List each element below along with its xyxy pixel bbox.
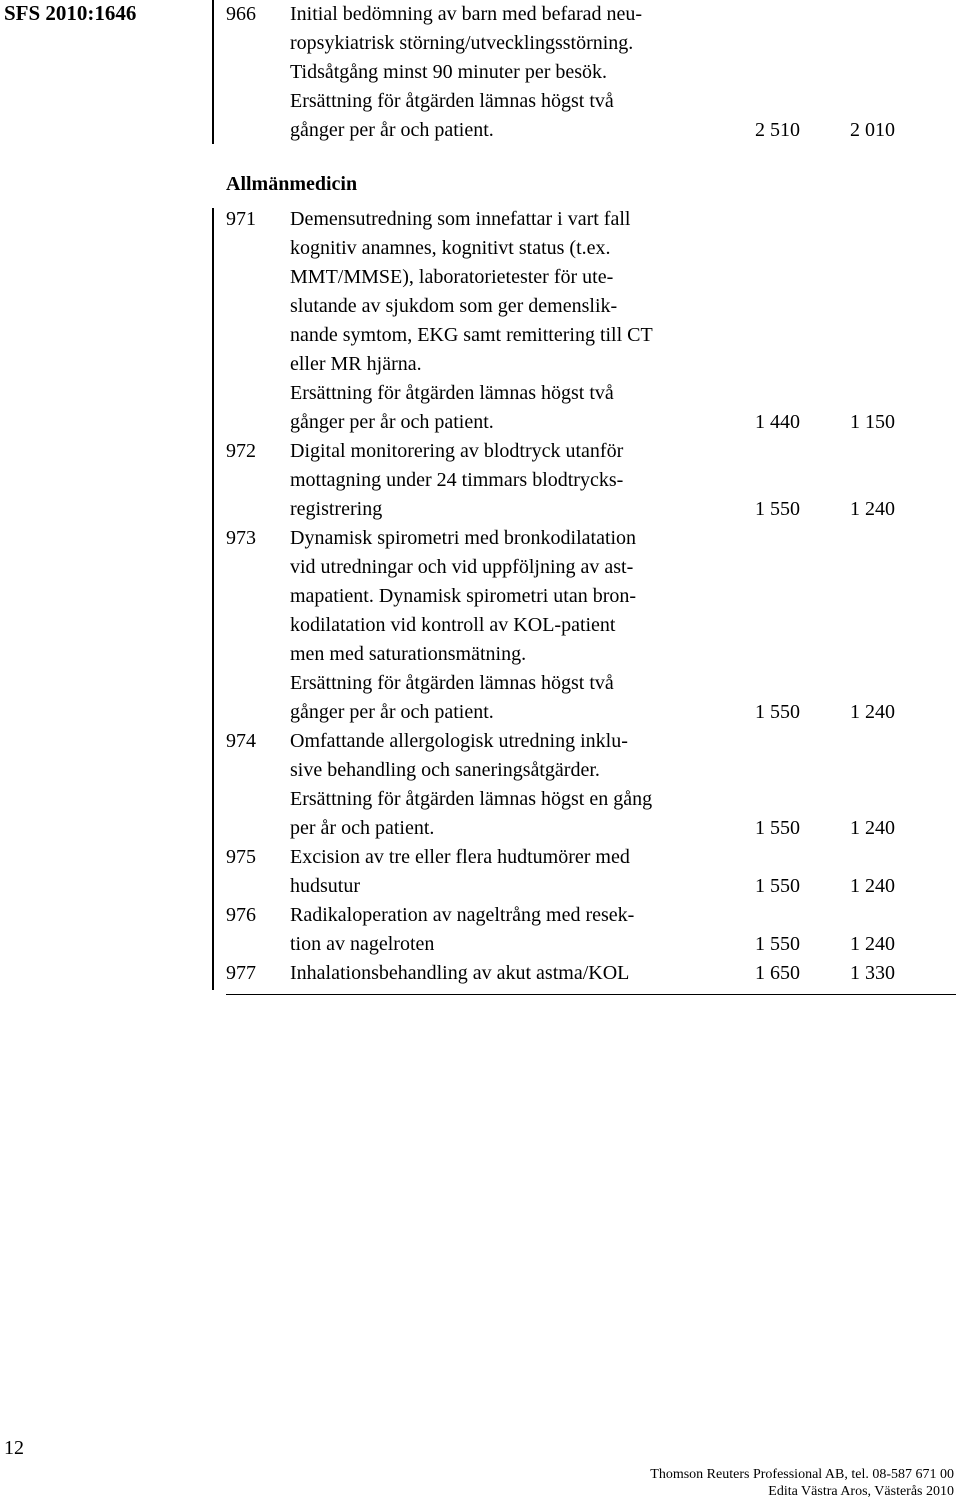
entry-code: 966 bbox=[226, 3, 256, 25]
entry-value-2: 2 010 bbox=[850, 119, 895, 141]
entry-description bbox=[290, 524, 730, 727]
description-line: Demensutredning som innefattar i vart fall bbox=[290, 208, 631, 230]
description-line: Ersättning för åtgärden lämnas högst två bbox=[290, 90, 614, 112]
description-line: Initial bedömning av barn med befarad neu- bbox=[290, 3, 643, 25]
entry-description bbox=[290, 727, 730, 843]
description-line: ropsykiatrisk störning/utvecklingsstörning. bbox=[290, 32, 634, 54]
entry-code: 977 bbox=[226, 962, 256, 984]
description-line: Ersättning för åtgärden lämnas högst två bbox=[290, 672, 614, 694]
description-line: mottagning under 24 timmars blodtrycks- bbox=[290, 469, 624, 491]
description-line: Radikaloperation av nageltrång med resek- bbox=[290, 904, 635, 926]
page-number: 12 bbox=[4, 1437, 24, 1459]
entry-value-2: 1 240 bbox=[850, 498, 895, 520]
entry-value-1: 1 650 bbox=[755, 962, 800, 984]
description-line: MMT/MMSE), laboratorietester för ute- bbox=[290, 266, 614, 288]
entry-description bbox=[290, 205, 730, 437]
entry-value-2: 1 240 bbox=[850, 701, 895, 723]
entry-code: 974 bbox=[226, 730, 256, 752]
description-line: Ersättning för åtgärden lämnas högst en gång bbox=[290, 788, 653, 810]
printer-line: Edita Västra Aros, Västerås 2010 bbox=[768, 1484, 954, 1499]
entry-value-1: 1 550 bbox=[755, 498, 800, 520]
description-line: eller MR hjärna. bbox=[290, 353, 422, 375]
entry-description bbox=[290, 843, 730, 901]
description-line: men med saturationsmätning. bbox=[290, 643, 527, 665]
entry-code: 975 bbox=[226, 846, 256, 868]
entry-code: 973 bbox=[226, 527, 256, 549]
description-line: hudsutur bbox=[290, 875, 360, 897]
entry-value-2: 1 240 bbox=[850, 875, 895, 897]
entry-value-1: 1 440 bbox=[755, 411, 800, 433]
description-line: Inhalationsbehandling av akut astma/KOL bbox=[290, 962, 630, 984]
entry-value-1: 1 550 bbox=[755, 701, 800, 723]
section-heading: Allmänmedicin bbox=[226, 173, 358, 195]
description-line: gånger per år och patient. bbox=[290, 701, 494, 723]
margin-bar-top bbox=[212, 0, 214, 144]
table-end-rule bbox=[226, 994, 956, 995]
entry-value-1: 1 550 bbox=[755, 817, 800, 839]
description-line: Excision av tre eller flera hudtumörer med bbox=[290, 846, 630, 868]
entry-value-2: 1 330 bbox=[850, 962, 895, 984]
entry-value-2: 1 240 bbox=[850, 933, 895, 955]
entry-description bbox=[290, 437, 730, 524]
entry-value-1: 1 550 bbox=[755, 933, 800, 955]
entry-code: 971 bbox=[226, 208, 256, 230]
description-line: gånger per år och patient. bbox=[290, 411, 494, 433]
description-line: kognitiv anamnes, kognitivt status (t.ex. bbox=[290, 237, 611, 259]
entry-value-2: 1 240 bbox=[850, 817, 895, 839]
description-line: mapatient. Dynamisk spirometri utan bron- bbox=[290, 585, 637, 607]
entry-value-1: 2 510 bbox=[755, 119, 800, 141]
description-line: Digital monitorering av blodtryck utanför bbox=[290, 440, 624, 462]
description-line: registrering bbox=[290, 498, 383, 520]
entry-code: 976 bbox=[226, 904, 256, 926]
entry-value-1: 1 550 bbox=[755, 875, 800, 897]
document-reference: SFS 2010:1646 bbox=[4, 1, 137, 25]
description-line: slutande av sjukdom som ger demenslik- bbox=[290, 295, 618, 317]
entry-code: 972 bbox=[226, 440, 256, 462]
description-line: Omfattande allergologisk utredning inklu- bbox=[290, 730, 628, 752]
description-line: tion av nagelroten bbox=[290, 933, 435, 955]
description-line: kodilatation vid kontroll av KOL-patient bbox=[290, 614, 616, 636]
description-line: vid utredningar och vid uppföljning av ast- bbox=[290, 556, 634, 578]
publisher-line: Thomson Reuters Professional AB, tel. 08-587 671 00 bbox=[650, 1467, 954, 1482]
entry-value-2: 1 150 bbox=[850, 411, 895, 433]
description-line: Dynamisk spirometri med bronkodilatation bbox=[290, 527, 637, 549]
entry-description bbox=[290, 901, 730, 959]
entry-description bbox=[290, 0, 730, 145]
description-line: per år och patient. bbox=[290, 817, 435, 839]
description-line: nande symtom, EKG samt remittering till CT bbox=[290, 324, 653, 346]
description-line: sive behandling och saneringsåtgärder. bbox=[290, 759, 600, 781]
description-line: Tidsåtgång minst 90 minuter per besök. bbox=[290, 61, 608, 83]
entry-description bbox=[290, 959, 730, 988]
description-line: gånger per år och patient. bbox=[290, 119, 494, 141]
description-line: Ersättning för åtgärden lämnas högst två bbox=[290, 382, 614, 404]
margin-bar-main bbox=[212, 208, 214, 990]
